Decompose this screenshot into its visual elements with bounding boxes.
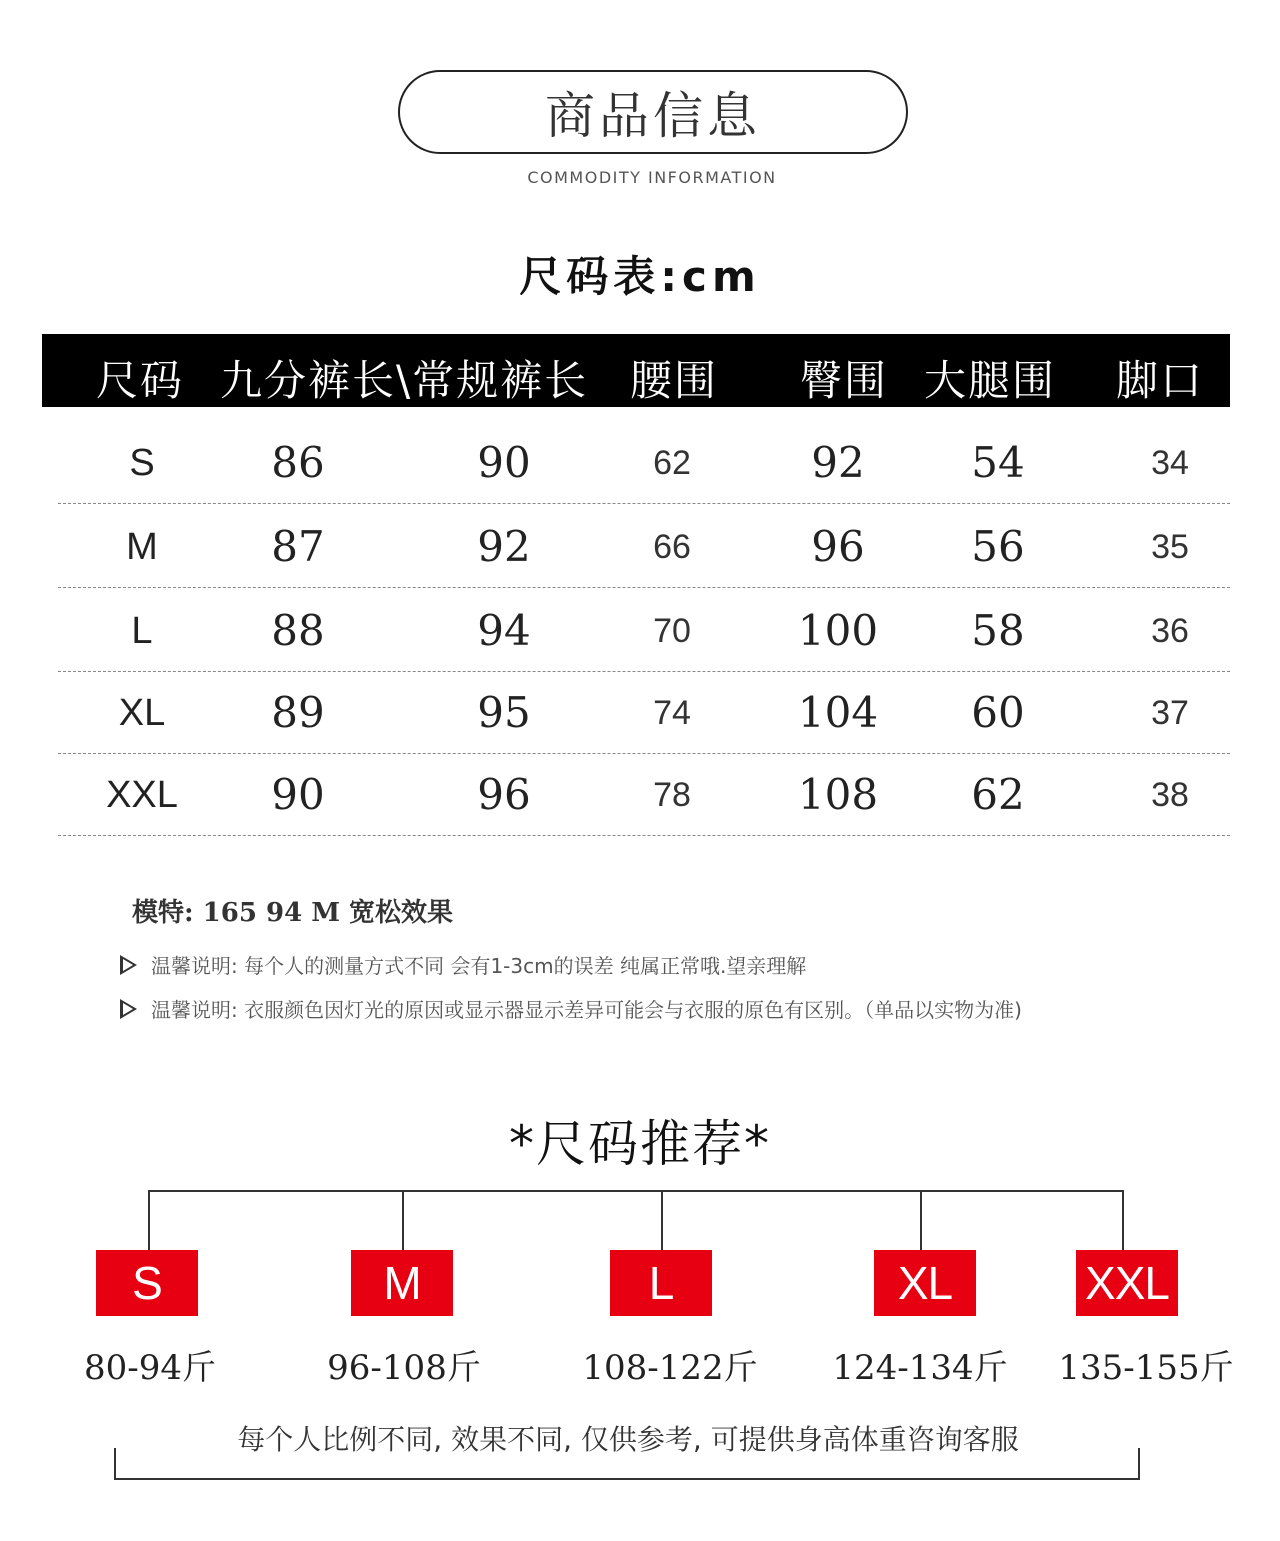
column-header-hip: 臀围 [800, 356, 889, 405]
cell-hip: 92 [811, 438, 865, 487]
model-note: 模特: 165 94 M 宽松效果 [132, 898, 454, 928]
weight-range: 80-94斤 [83, 1348, 216, 1388]
cell-thigh: 62 [971, 770, 1025, 819]
tree-line [661, 1190, 663, 1250]
cell-length-reg: 94 [477, 606, 531, 655]
cell-hip: 104 [797, 688, 879, 737]
row-divider [58, 835, 1230, 836]
size-table-title: 尺码表:cm [519, 252, 761, 301]
cell-waist: 66 [653, 528, 691, 566]
tree-line [920, 1190, 922, 1250]
cell-thigh: 58 [971, 606, 1025, 655]
table-row [58, 504, 1230, 588]
triangle-icon [120, 999, 137, 1019]
recommendation-footer: 每个人比例不同, 效果不同, 仅供参考, 可提供身高体重咨询客服 [237, 1423, 1019, 1456]
column-header-size: 尺码 [96, 356, 185, 405]
column-header-hem: 脚口 [1116, 356, 1205, 405]
tree-line [402, 1190, 404, 1250]
table-row [58, 752, 1230, 836]
cell-hip: 108 [797, 770, 879, 819]
tree-line [148, 1190, 1124, 1192]
cell-hem: 34 [1151, 444, 1189, 482]
cell-size: XL [118, 692, 166, 734]
cell-hem: 35 [1151, 528, 1189, 566]
cell-hem: 37 [1151, 694, 1189, 732]
table-row [58, 588, 1230, 672]
tip-text: 温馨说明: 衣服颜色因灯光的原因或显示器显示差异可能会与衣服的原色有区别。（单品以实物为准) [151, 998, 1022, 1022]
cell-waist: 62 [653, 444, 691, 482]
cell-waist: 78 [653, 776, 691, 814]
column-header-length: 九分裤长\常规裤长 [220, 356, 589, 405]
cell-hip: 100 [797, 606, 879, 655]
cell-thigh: 54 [971, 438, 1025, 487]
header-pill [398, 70, 908, 154]
triangle-icon [120, 955, 137, 975]
cell-size: XXL [106, 774, 178, 816]
cell-length-9: 90 [271, 770, 325, 819]
cell-length-9: 86 [271, 438, 325, 487]
table-row [58, 670, 1230, 754]
recommendation-title: *尺码推荐* [509, 1115, 771, 1173]
bracket-line [1138, 1448, 1140, 1480]
size-badge: M [351, 1250, 453, 1316]
size-badge: L [610, 1250, 712, 1316]
cell-hem: 38 [1151, 776, 1189, 814]
cell-size: L [131, 610, 153, 652]
bracket-line [114, 1448, 116, 1480]
cell-waist: 70 [653, 612, 691, 650]
page-subtitle: COMMODITY INFORMATION [527, 168, 777, 187]
cell-length-reg: 96 [477, 770, 531, 819]
table-row [58, 420, 1230, 504]
cell-length-reg: 90 [477, 438, 531, 487]
tree-line [148, 1190, 150, 1250]
cell-thigh: 60 [971, 688, 1025, 737]
tree-line [1122, 1190, 1124, 1250]
tip-line [120, 950, 806, 979]
cell-length-reg: 92 [477, 522, 531, 571]
weight-range: 135-155斤 [1058, 1348, 1234, 1388]
tip-text: 温馨说明: 每个人的测量方式不同 会有1-3cm的误差 纯属正常哦.望亲理解 [151, 954, 807, 978]
weight-range: 108-122斤 [582, 1348, 758, 1388]
cell-length-9: 88 [271, 606, 325, 655]
page-title: 商品信息 [545, 87, 761, 145]
tip-line [120, 994, 1022, 1023]
column-header-waist: 腰围 [630, 356, 719, 405]
weight-range: 96-108斤 [327, 1348, 481, 1388]
cell-size: S [129, 442, 155, 484]
size-badge: XL [874, 1250, 976, 1316]
table-header [42, 334, 1230, 407]
cell-hip: 96 [811, 522, 865, 571]
weight-range: 124-134斤 [832, 1348, 1008, 1388]
bracket-line [114, 1478, 1140, 1480]
size-badge: S [96, 1250, 198, 1316]
cell-length-reg: 95 [477, 688, 531, 737]
cell-waist: 74 [653, 694, 691, 732]
cell-hem: 36 [1151, 612, 1189, 650]
size-badge: XXL [1076, 1250, 1178, 1316]
cell-size: M [126, 526, 158, 568]
cell-length-9: 87 [271, 522, 325, 571]
cell-thigh: 56 [971, 522, 1025, 571]
column-header-thigh: 大腿围 [924, 356, 1057, 405]
cell-length-9: 89 [271, 688, 325, 737]
